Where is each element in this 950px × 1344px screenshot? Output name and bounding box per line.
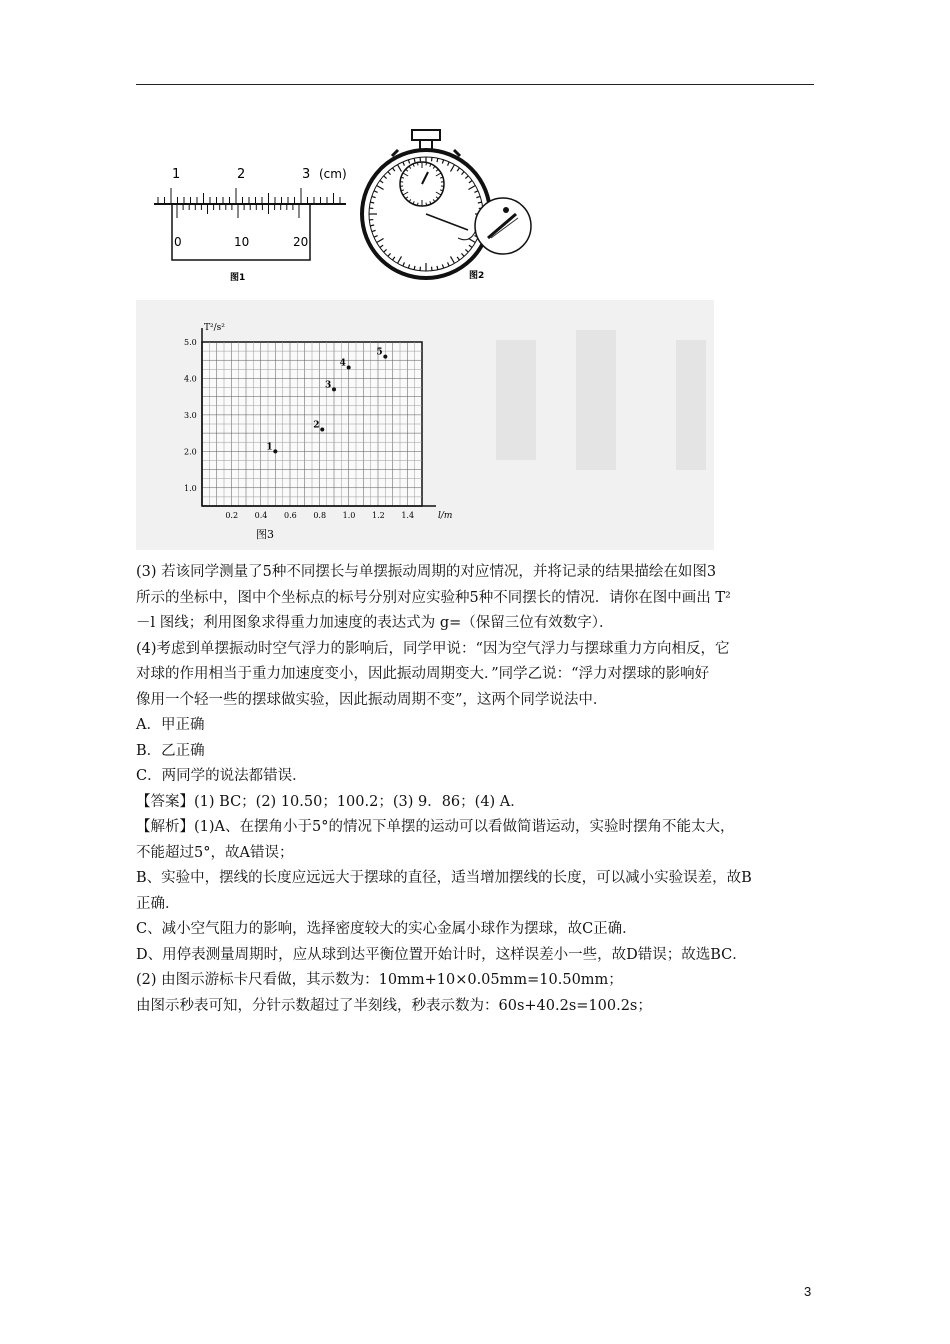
data-point <box>332 387 336 391</box>
main-scale-mark-3: 3 <box>302 167 311 182</box>
x-tick-label: 1.0 <box>342 511 356 520</box>
figure-3-caption: 图3 <box>256 528 274 541</box>
unit-label: (cm) <box>319 167 347 181</box>
question-4-line-2: 对球的作用相当于重力加速度变小，因此振动周期变大．”同学乙说：“浮力对摆球的影响好 <box>136 666 710 682</box>
x-tick-label: 0.8 <box>313 511 327 520</box>
main-scale-mark-1: 1 <box>172 167 181 182</box>
analysis-line-8: 由图示秒表可知，分针示数超过了半刻线，秒表示数为：60s+40.2s=100.2s； <box>136 997 652 1014</box>
figure-3-panel <box>136 300 714 550</box>
data-point-label: 5 <box>376 347 383 358</box>
y-tick-label: 4.0 <box>184 374 197 384</box>
data-point-label: 1 <box>266 442 273 453</box>
vernier-mark-0: 0 <box>174 235 182 249</box>
data-point <box>320 427 324 431</box>
question-3-line-2: 所示的坐标中，图中个坐标点的标号分别对应实验种5种不同摆长的情况．请你在图中画出 T² <box>136 589 731 606</box>
data-point <box>273 449 277 453</box>
analysis-line-2: 不能超过5°，故A错误； <box>136 844 294 861</box>
data-point-label: 3 <box>325 380 332 391</box>
analysis-line-3: B、实验中，摆线的长度应远远大于摆球的直径，适当增加摆线的长度，可以减小实验误差，故B <box>136 870 752 886</box>
analysis-line-4: 正确． <box>136 895 180 912</box>
x-axis-label: l/m <box>438 511 453 521</box>
page-number: 3 <box>804 1284 812 1299</box>
question-4-line-1: (4)考虑到单摆振动时空气浮力的影响后，同学甲说：“因为空气浮力与摆球重力方向相反，它 <box>136 640 730 657</box>
question-3-line-3: －l 图线；利用图象求得重力加速度的表达式为 g=（保留三位有效数字）． <box>136 615 614 631</box>
y-tick-label: 3.0 <box>184 410 197 420</box>
vernier-mark-10: 10 <box>234 235 250 249</box>
y-tick-label: 2.0 <box>184 447 197 457</box>
x-tick-label: 1.2 <box>372 511 385 520</box>
data-point <box>383 355 387 359</box>
figure-2-stopwatch <box>358 126 538 290</box>
option-b: B．乙正确 <box>136 742 205 759</box>
question-3-line-1: (3) 若该同学测量了5种不同摆长与单摆振动周期的对应情况，并将记录的结果描绘在如图3 <box>136 564 717 580</box>
data-point-label: 2 <box>313 420 320 431</box>
data-point <box>347 366 351 370</box>
figure-2-caption: 图2 <box>469 271 485 281</box>
x-tick-label: 1.4 <box>401 511 415 520</box>
option-c: C．两同学的说法都错误． <box>136 768 307 784</box>
header-rule <box>136 84 814 85</box>
x-tick-label: 0.6 <box>284 511 297 520</box>
option-a: A．甲正确 <box>136 717 205 733</box>
x-tick-label: 0.4 <box>254 511 268 520</box>
body-text <box>136 560 816 1019</box>
y-tick-label: 1.0 <box>184 483 197 493</box>
y-tick-label: 5.0 <box>184 338 197 347</box>
vernier-mark-20: 20 <box>293 235 309 249</box>
figure-1-vernier-caliper <box>150 160 350 289</box>
analysis-line-1: 【解析】(1)A、在摆角小于5°的情况下单摆的运动可以看做简谐运动，实验时摆角不能太大， <box>136 819 735 835</box>
x-tick-label: 0.2 <box>225 511 239 520</box>
analysis-line-7: (2) 由图示游标卡尺看做，其示数为：10mm+10×0.05mm=10.50mm； <box>136 972 623 988</box>
question-4-line-3: 像用一个轻一些的摆球做实验，因此振动周期不变”，这两个同学说法中． <box>136 691 608 708</box>
answer-line: 【答案】(1) BC；(2) 10.50；100.2；(3) 9．86；(4) A． <box>136 793 525 810</box>
y-axis-label: T²/s² <box>204 323 225 333</box>
main-scale-mark-2: 2 <box>237 167 246 182</box>
analysis-line-6: D、用停表测量周期时，应从球到达平衡位置开始计时，这样误差小一些，故D错误；故选BC． <box>136 946 747 963</box>
data-point-label: 4 <box>339 358 346 369</box>
figure-1-caption: 图1 <box>230 273 246 283</box>
analysis-line-5: C、减小空气阻力的影响，选择密度较大的实心金属小球作为摆球，故C正确． <box>136 921 637 937</box>
